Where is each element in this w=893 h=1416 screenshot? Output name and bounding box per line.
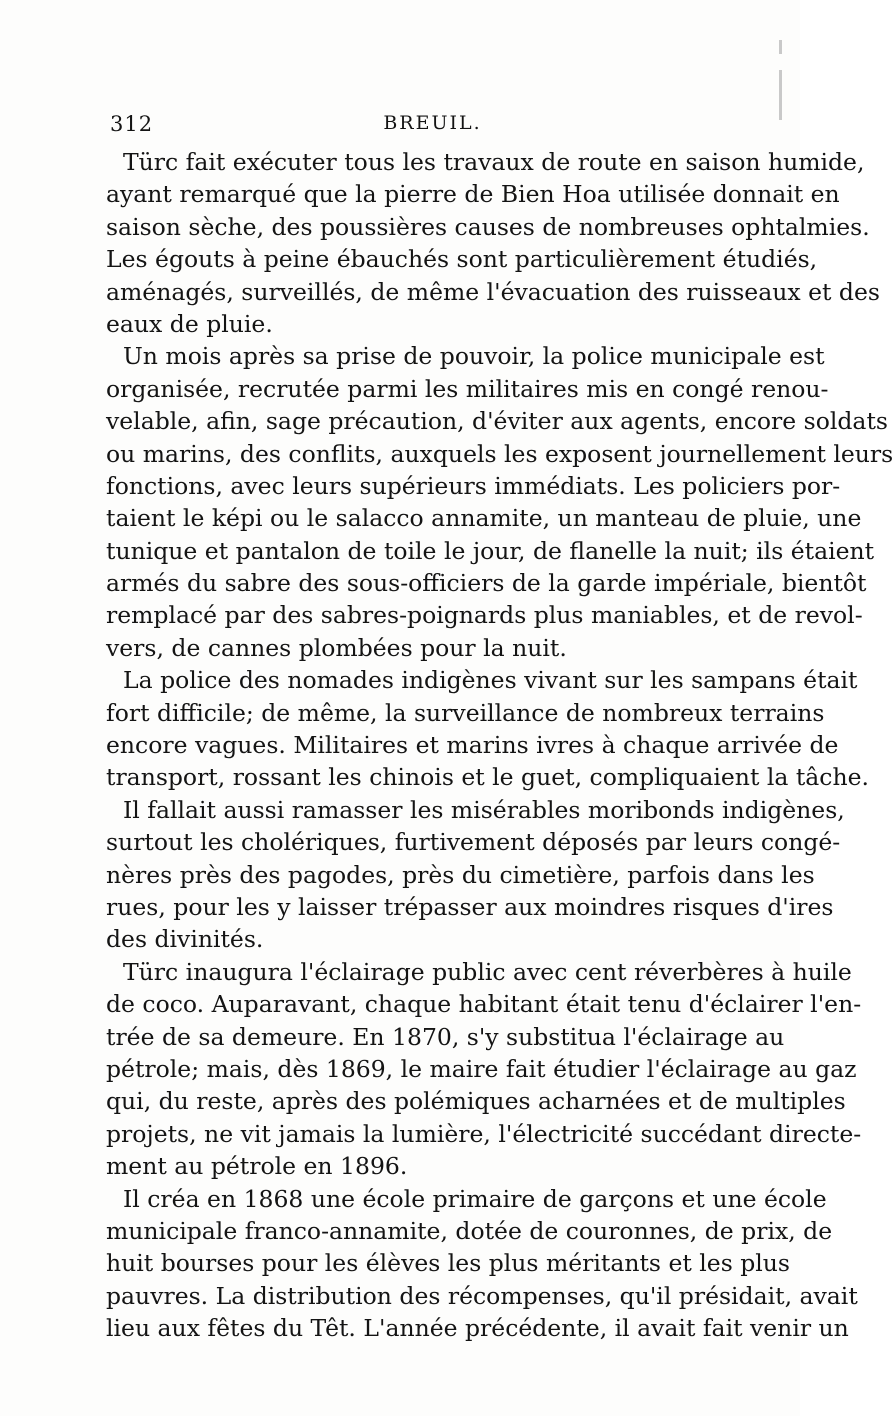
text-line: Il fallait aussi ramasser les misérables moribonds indigènes, — [123, 795, 845, 824]
text-line: ayant remarqué que la pierre de Bien Hoa utilisée donnait en — [106, 180, 840, 209]
text-line: taient le képi ou le salacco annamite, un manteau de pluie, une — [106, 504, 862, 533]
text-line: trée de sa demeure. En 1870, s'y substitua l'éclairage au — [106, 1022, 785, 1051]
text-line: Türc inaugura l'éclairage public avec cent réverbères à huile — [123, 957, 852, 986]
text-line: fort difficile; de même, la surveillance de nombreux terrains — [106, 698, 825, 727]
text-line: pauvres. La distribution des récompenses, qu'il présidait, avait — [106, 1281, 858, 1310]
text-line: surtout les cholériques, furtivement déposés par leurs congé- — [106, 828, 841, 857]
text-line: Un mois après sa prise de pouvoir, la police municipale est — [123, 342, 825, 371]
text-line: pétrole; mais, dès 1869, le maire fait étudier l'éclairage au gaz — [106, 1054, 857, 1083]
paragraph — [106, 340, 893, 664]
running-title: BREUIL. — [383, 112, 482, 134]
text-line: municipale franco-annamite, dotée de couronnes, de prix, de — [106, 1216, 833, 1245]
text-line: ment au pétrole en 1896. — [106, 1152, 408, 1181]
body-text — [106, 146, 893, 1344]
text-line: de coco. Auparavant, chaque habitant était tenu d'éclairer l'en- — [106, 990, 862, 1019]
text-line: des divinités. — [106, 925, 264, 954]
text-line: fonctions, avec leurs supérieurs immédiats. Les policiers por- — [106, 471, 841, 500]
text-line: Il créa en 1868 une école primaire de garçons et une école — [123, 1184, 827, 1213]
text-line: rues, pour les y laisser trépasser aux moindres risques d'ires — [106, 892, 834, 921]
scan-edge-mark — [779, 70, 782, 120]
page-number: 312 — [110, 112, 154, 136]
paragraph — [106, 794, 845, 956]
text-line: velable, afin, sage précaution, d'éviter aux agents, encore soldats — [106, 407, 888, 436]
text-line: transport, rossant les chinois et le guet, compliquaient la tâche. — [106, 763, 869, 792]
scan-edge-mark — [779, 40, 782, 54]
text-line: vers, de cannes plombées pour la nuit. — [106, 633, 567, 662]
text-line: organisée, recrutée parmi les militaires mis en congé renou- — [106, 374, 829, 403]
text-line: Les égouts à peine ébauchés sont particulièrement étudiés, — [106, 245, 818, 274]
text-line: huit bourses pour les élèves les plus méritants et les plus — [106, 1249, 790, 1278]
text-line: eaux de pluie. — [106, 309, 273, 338]
text-line: qui, du reste, après des polémiques acharnées et de multiples — [106, 1087, 846, 1116]
text-line: projets, ne vit jamais la lumière, l'électricité succédant directe- — [106, 1119, 862, 1148]
text-line: encore vagues. Militaires et marins ivres à chaque arrivée de — [106, 731, 839, 760]
paragraph — [106, 1183, 858, 1345]
text-line: ou marins, des conflits, auxquels les exposent journellement leurs — [106, 439, 893, 468]
running-header — [110, 112, 755, 140]
paragraph — [106, 956, 862, 1183]
text-line: Türc fait exécuter tous les travaux de route en saison humide, — [123, 148, 865, 176]
text-line: armés du sabre des sous-officiers de la garde impériale, bientôt — [106, 569, 867, 598]
paragraph — [106, 664, 869, 794]
text-line: saison sèche, des poussières causes de nombreuses ophtalmies. — [106, 212, 870, 241]
text-line: nères près des pagodes, près du cimetière, parfois dans les — [106, 860, 815, 889]
text-line: remplacé par des sabres-poignards plus maniables, et de revol- — [106, 601, 863, 630]
text-line: lieu aux fêtes du Têt. L'année précédente, il avait fait venir un — [106, 1314, 849, 1343]
text-line: aménagés, surveillés, de même l'évacuation des ruisseaux et des — [106, 277, 880, 306]
text-line: La police des nomades indigènes vivant sur les sampans était — [123, 666, 858, 695]
text-line: tunique et pantalon de toile le jour, de flanelle la nuit; ils étaient — [106, 536, 875, 565]
paragraph — [106, 146, 880, 340]
